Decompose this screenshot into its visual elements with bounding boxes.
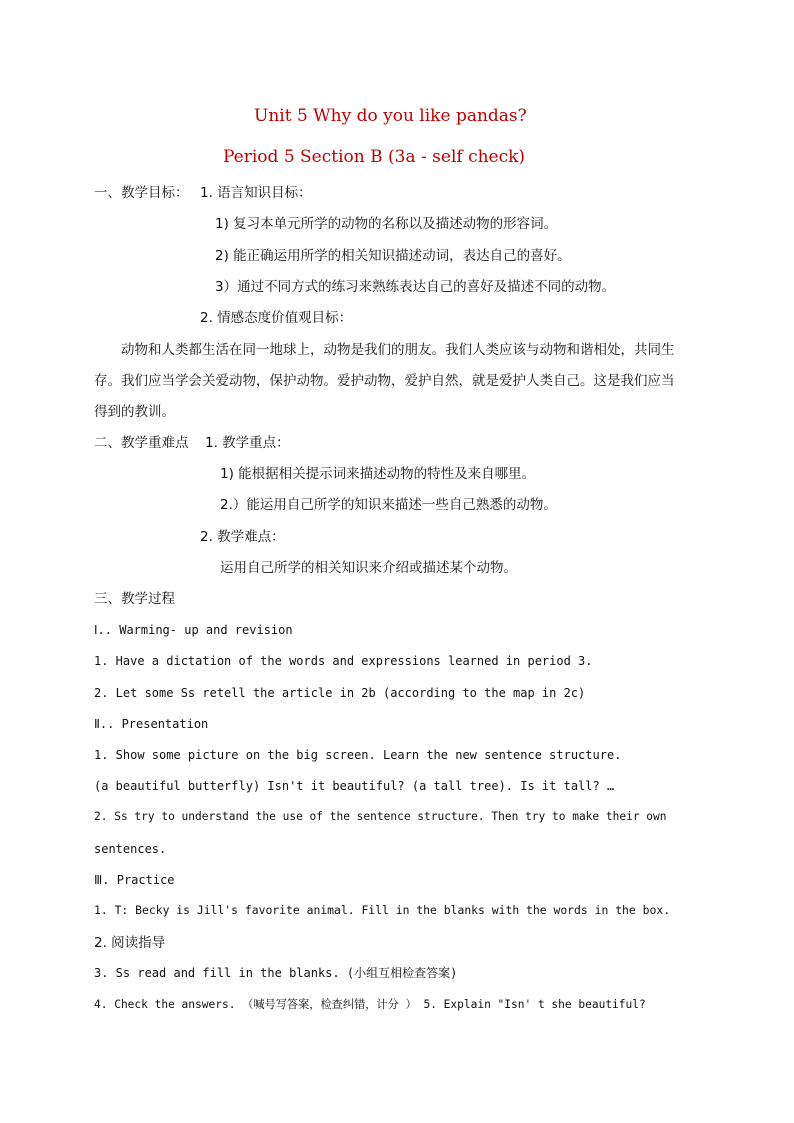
difficulty-label: 2. 教学难点： <box>200 529 285 545</box>
process-heading: 三、教学过程 <box>94 591 175 607</box>
process-line: (a beautiful butterfly) Isn't it beautiful? (a tall tree). Is it tall? … <box>94 779 615 793</box>
objective-item: 2) 能正确运用所学的相关知识描述动词，表达自己的喜好。 <box>215 248 571 264</box>
process-line: 1. Have a dictation of the words and expressions learned in period 3. <box>94 654 593 668</box>
emotion-paragraph-line: 动物和人类都生活在同一地球上，动物是我们的朋友。我们人类应该与动物和谐相处，共同生 <box>121 342 675 358</box>
document-title: Unit 5 Why do you like pandas? <box>254 106 527 126</box>
process-line: 3. Ss read and fill in the blanks. (小组互相检查答案) <box>94 966 458 980</box>
focus-label: 1. 教学重点： <box>205 435 290 451</box>
document-subtitle: Period 5 Section B (3a - self check) <box>223 147 526 167</box>
focus-item: 1) 能根据相关提示词来描述动物的特性及来自哪里。 <box>220 466 536 482</box>
objective-item: 3）通过不同方式的练习来熟练表达自己的喜好及描述不同的动物。 <box>215 279 616 295</box>
process-line: 4. Check the answers. （喊号写答案，检查纠错，计分 ） 5. Explain "Isn' t she beautiful? <box>94 998 646 1011</box>
process-line: sentences. <box>94 842 167 856</box>
knowledge-label: 1. 语言知识目标： <box>200 185 312 201</box>
emotion-paragraph-line: 存。我们应当学会关爱动物，保护动物。爱护动物，爱护自然，就是爱护人类自己。这是我们应当 <box>94 373 675 389</box>
process-line: 2. Let some Ss retell the article in 2b (according to the map in 2c) <box>94 686 586 700</box>
focus-item: 2.）能运用自己所学的知识来描述一些自己熟悉的动物。 <box>220 497 557 513</box>
process-line: 2. 阅读指导 <box>94 935 166 951</box>
emotion-paragraph-line: 得到的教训。 <box>94 404 175 420</box>
key-points-heading: 二、教学重难点 <box>94 435 189 451</box>
objective-item: 1) 复习本单元所学的动物的名称以及描述动物的形容词。 <box>215 216 558 232</box>
process-line: Ⅲ. Practice <box>94 873 175 887</box>
process-line: 1. Show some picture on the big screen. Learn the new sentence structure. <box>94 748 622 762</box>
process-line: 1. T: Becky is Jill's favorite animal. Fill in the blanks with the words in the box. <box>94 903 671 917</box>
difficulty-text: 运用自己所学的相关知识来介绍或描述某个动物。 <box>220 560 517 576</box>
process-line: 2. Ss try to understand the use of the sentence structure. Then try to make their own <box>94 810 667 823</box>
emotion-label: 2. 情感态度价值观目标： <box>200 310 353 326</box>
process-line: Ⅰ.. Warming- up and revision <box>94 623 293 637</box>
process-line: Ⅱ.. Presentation <box>94 717 209 731</box>
objectives-heading: 一、教学目标： <box>94 185 189 201</box>
